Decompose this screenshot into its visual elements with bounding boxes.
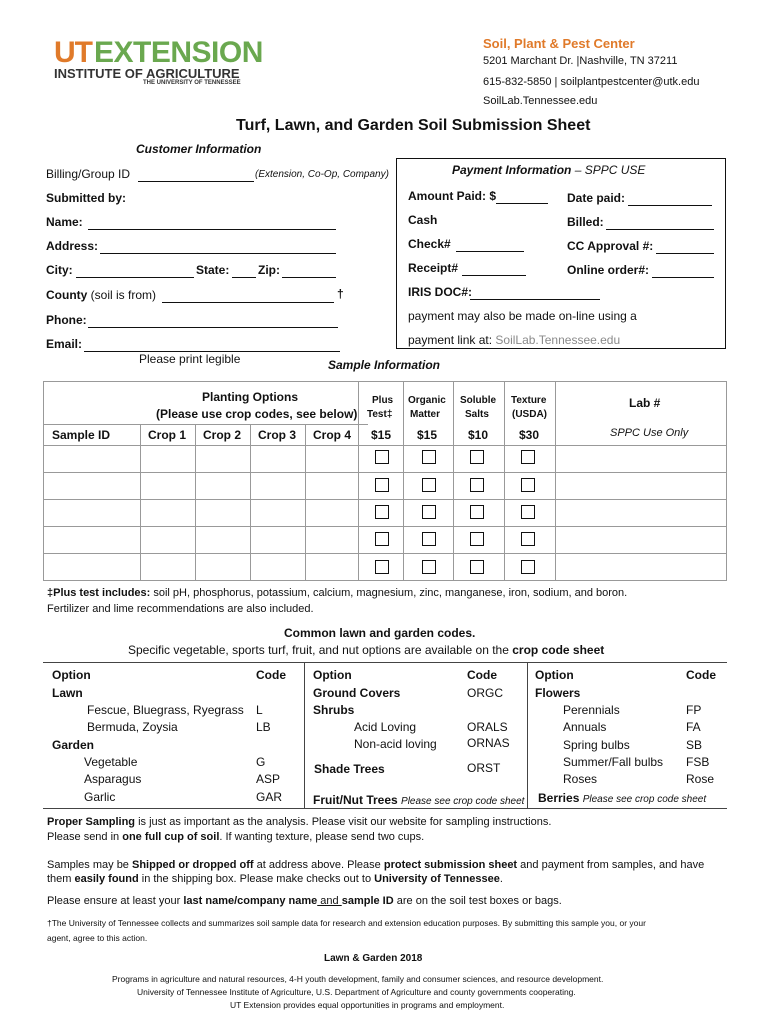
city-field[interactable] <box>76 276 194 278</box>
footer-year: Lawn & Garden 2018 <box>324 953 423 964</box>
instr-2c: . If wanting texture, please send two cups. <box>219 831 425 843</box>
instructions-labeling <box>47 895 562 907</box>
billed-label: Billed: <box>567 215 604 229</box>
code-roses-label: Roses <box>563 772 598 786</box>
name-field[interactable] <box>88 228 336 230</box>
code-vegetable-value: G <box>256 755 266 769</box>
code-shade-trees-value: ORST <box>467 761 501 775</box>
checkbox-soluble-row1[interactable] <box>470 450 484 464</box>
iris-doc-field[interactable] <box>470 298 600 300</box>
texture-header-2: (USDA) <box>512 409 547 420</box>
center-name: Soil, Plant & Pest Center <box>483 36 635 51</box>
price-organic: $15 <box>417 428 438 442</box>
plus-test-header-2: Test‡ <box>367 409 393 420</box>
col2-option-header: Option <box>313 668 352 682</box>
code-acid-loving-label: Acid Loving <box>354 720 417 734</box>
crop-3-header: Crop 3 <box>258 428 297 442</box>
county-hint: (soil is from) <box>90 288 157 302</box>
online-payment-note: payment may also be made on-line using a <box>408 309 637 323</box>
data-collection-note-2: agent, agree to this action. <box>47 933 148 943</box>
instr-4d: University of Tennessee <box>374 873 500 885</box>
amount-paid-field[interactable] <box>496 202 548 204</box>
county-row <box>46 288 156 302</box>
organic-matter-header-1: Organic <box>408 395 446 406</box>
col3-code-header: Code <box>686 668 716 682</box>
county-dagger: † <box>337 287 344 301</box>
plus-test-header-1: Plus <box>372 395 394 406</box>
code-berries-row <box>538 791 706 805</box>
price-soluble: $10 <box>468 428 489 442</box>
code-fruit-nut-note: Please see crop code sheet <box>401 796 525 807</box>
codes-subheading-text: Specific vegetable, sports turf, fruit, and nut options are available on the <box>128 643 513 657</box>
online-order-label: Online order#: <box>567 263 650 277</box>
billed-field[interactable] <box>606 228 714 230</box>
data-collection-note: †The University of Tennessee collects and summarizes soil sample data for research and extension education purposes. By submitting this sample you, or your <box>47 918 646 928</box>
instr-4a: them <box>47 873 75 885</box>
instr-5a: Please ensure at least your <box>47 895 184 907</box>
instr-4b: easily found <box>74 873 139 885</box>
instr-2b: one full cup of soil <box>122 831 220 843</box>
payment-link-row <box>408 333 620 347</box>
code-bermuda-value: LB <box>256 720 271 734</box>
instr-3c: at address above. Please <box>253 859 384 871</box>
checkbox-texture-row5[interactable] <box>521 560 535 574</box>
checkbox-soluble-row5[interactable] <box>470 560 484 574</box>
instr-4c: in the shipping box. Please make checks out to <box>138 873 375 885</box>
logo-brand: EXTENSION <box>94 36 263 69</box>
center-website: SoilLab.Tennessee.edu <box>483 95 598 107</box>
instr-3d: protect submission sheet <box>383 859 518 871</box>
col2-code-header: Code <box>467 668 497 682</box>
code-nonacid-label: Non-acid loving <box>354 737 437 751</box>
col1-code-header: Code <box>256 668 286 682</box>
instr-2a: Please send in <box>47 831 123 843</box>
col1-option-header: Option <box>52 668 91 682</box>
billing-label: Billing/Group ID <box>46 167 131 181</box>
receipt-label: Receipt# <box>408 261 459 275</box>
organic-matter-header-2: Matter <box>410 409 441 420</box>
checkbox-plus-row2[interactable] <box>375 478 389 492</box>
phone-label: Phone: <box>46 313 87 327</box>
code-fescue-label: Fescue, Bluegrass, Ryegrass <box>87 703 244 717</box>
customer-heading: Customer Information <box>136 142 262 156</box>
payment-link-label: payment link at: <box>408 333 493 347</box>
planting-options-note: (Please use crop codes, see below) <box>156 407 358 421</box>
billing-hint: (Extension, Co-Op, Company) <box>255 169 389 180</box>
payment-link[interactable]: SoilLab.Tennessee.edu <box>495 333 621 347</box>
code-ground-covers-label: Ground Covers <box>313 686 401 700</box>
instructions-sampling <box>47 816 551 828</box>
state-label: State: <box>196 263 230 277</box>
instr-3a: Samples may be <box>47 859 132 871</box>
county-field[interactable] <box>162 301 334 303</box>
instructions-shipping <box>47 859 704 871</box>
page-title: Turf, Lawn, and Garden Soil Submission Sheet <box>236 117 591 134</box>
sppc-use-only: SPPC Use Only <box>610 427 689 439</box>
code-summer-bulbs-value: FSB <box>686 755 710 769</box>
checkbox-organic-row5[interactable] <box>422 560 436 574</box>
check-label: Check# <box>408 237 451 251</box>
plus-test-note-text: soil pH, phosphorus, potassium, calcium, magnesium, zinc, manganese, iron, sodium, and boron. <box>150 587 628 599</box>
code-garlic-value: GAR <box>256 790 283 804</box>
county-label: County <box>46 288 88 302</box>
submitted-by-label: Submitted by: <box>46 191 126 205</box>
instr-5d: sample ID <box>341 895 394 907</box>
zip-field[interactable] <box>282 276 336 278</box>
cc-approval-label: CC Approval #: <box>567 239 654 253</box>
sample-id-header: Sample ID <box>52 428 111 442</box>
code-bermuda-label: Bermuda, Zoysia <box>87 720 178 734</box>
crop-1-header: Crop 1 <box>148 428 187 442</box>
code-berries-note: Please see crop code sheet <box>582 794 707 805</box>
checkbox-texture-row1[interactable] <box>521 450 535 464</box>
billing-field[interactable] <box>138 180 254 182</box>
texture-header-1: Texture <box>511 395 547 406</box>
price-plus: $15 <box>371 428 392 442</box>
iris-doc-label: IRIS DOC#: <box>408 285 473 299</box>
footer-line-2: University of Tennessee Institute of Agriculture, U.S. Department of Agriculture and county governments cooperating. <box>137 987 576 997</box>
code-annuals-label: Annuals <box>563 720 607 734</box>
payment-heading-main: Payment Information <box>452 163 572 177</box>
code-acid-loving-value: ORALS <box>467 720 508 734</box>
col3-option-header: Option <box>535 668 574 682</box>
print-note: Please print legible <box>139 352 241 366</box>
code-nonacid-value: ORNAS <box>467 736 510 750</box>
code-shrubs-heading: Shrubs <box>313 703 355 717</box>
checkbox-plus-row3[interactable] <box>375 505 389 519</box>
code-annuals-value: FA <box>686 720 701 734</box>
receipt-field[interactable] <box>462 274 526 276</box>
payment-heading-suffix: – SPPC USE <box>574 163 646 177</box>
instr-5e: are on the soil test boxes or bags. <box>393 895 562 907</box>
payment-heading <box>452 163 645 177</box>
instr-1-bold: Proper Sampling <box>47 816 136 828</box>
code-asparagus-value: ASP <box>256 772 281 786</box>
code-garlic-label: Garlic <box>84 790 116 804</box>
checkbox-organic-row4[interactable] <box>422 532 436 546</box>
lab-number-header: Lab # <box>629 396 661 410</box>
code-perennials-value: FP <box>686 703 702 717</box>
checkbox-texture-row2[interactable] <box>521 478 535 492</box>
checkbox-plus-row4[interactable] <box>375 532 389 546</box>
logo-ut: UT <box>54 36 92 69</box>
code-fruit-nut-label: Fruit/Nut Trees <box>313 793 398 807</box>
sample-heading: Sample Information <box>328 358 441 372</box>
code-shade-trees-label: Shade Trees <box>314 762 385 776</box>
crop-2-header: Crop 2 <box>203 428 242 442</box>
checkbox-plus-row1[interactable] <box>375 450 389 464</box>
address-label: Address: <box>46 239 99 253</box>
center-address: 5201 Marchant Dr. |Nashville, TN 37211 <box>483 55 678 67</box>
soluble-salts-header-1: Soluble <box>460 395 497 406</box>
crop-code-sheet-link: crop code sheet <box>512 643 605 657</box>
code-spring-bulbs-value: SB <box>686 738 703 752</box>
codes-subheading <box>128 643 604 657</box>
code-berries-label: Berries <box>538 791 580 805</box>
plus-test-note-bold: ‡Plus test includes: <box>47 587 151 599</box>
checkbox-soluble-row3[interactable] <box>470 505 484 519</box>
checkbox-organic-row3[interactable] <box>422 505 436 519</box>
zip-label: Zip: <box>258 263 280 277</box>
instr-4e: . <box>499 873 503 885</box>
code-perennials-label: Perennials <box>563 703 620 717</box>
code-garden-heading: Garden <box>52 738 95 752</box>
instr-1-text: is just as important as the analysis. Please visit our website for sampling instructions. <box>135 816 552 828</box>
code-flowers-heading: Flowers <box>535 686 581 700</box>
plus-test-note-line2: Fertilizer and lime recommendations are also included. <box>47 603 314 615</box>
code-summer-bulbs-label: Summer/Fall bulbs <box>563 755 664 769</box>
phone-field[interactable] <box>88 326 338 328</box>
code-fescue-value: L <box>256 703 263 717</box>
instr-5c: and <box>317 895 342 907</box>
email-label: Email: <box>46 337 83 351</box>
checkbox-texture-row4[interactable] <box>521 532 535 546</box>
instr-5b: last name/company name <box>183 895 318 907</box>
checkbox-organic-row2[interactable] <box>422 478 436 492</box>
online-order-field[interactable] <box>652 276 714 278</box>
planting-options-heading: Planting Options <box>202 390 298 404</box>
check-field[interactable] <box>456 250 524 252</box>
code-roses-value: Rose <box>686 772 715 786</box>
code-asparagus-label: Asparagus <box>84 772 142 786</box>
checkbox-soluble-row2[interactable] <box>470 478 484 492</box>
checkbox-plus-row5[interactable] <box>375 560 389 574</box>
footer-line-3: UT Extension provides equal opportunities in programs and employment. <box>230 1000 505 1010</box>
name-label: Name: <box>46 215 83 229</box>
soluble-salts-header-2: Salts <box>465 409 489 420</box>
code-lawn-heading: Lawn <box>52 686 83 700</box>
code-ground-covers-value: ORGC <box>467 686 503 700</box>
logo-line2: THE UNIVERSITY OF TENNESSEE <box>143 80 241 86</box>
city-label: City: <box>46 263 73 277</box>
state-field[interactable] <box>232 276 256 278</box>
logo-line1: INSTITUTE OF AGRICULTURE <box>54 66 240 81</box>
checkbox-organic-row1[interactable] <box>422 450 436 464</box>
crop-4-header: Crop 4 <box>313 428 352 442</box>
cc-approval-field[interactable] <box>656 252 714 254</box>
address-field[interactable] <box>100 252 336 254</box>
instr-3b: Shipped or dropped off <box>131 859 254 871</box>
codes-heading: Common lawn and garden codes. <box>284 626 476 640</box>
instructions-checks <box>47 873 503 885</box>
checkbox-texture-row3[interactable] <box>521 505 535 519</box>
checkbox-soluble-row4[interactable] <box>470 532 484 546</box>
cash-label: Cash <box>408 213 438 227</box>
code-vegetable-label: Vegetable <box>84 755 138 769</box>
code-fruit-nut-row <box>313 793 524 807</box>
price-texture: $30 <box>519 428 540 442</box>
amount-paid-label: Amount Paid: $ <box>408 189 497 203</box>
footer-line-1: Programs in agriculture and natural resources, 4-H youth development, family and consumer sciences, and resource development. <box>112 974 604 984</box>
date-paid-label: Date paid: <box>567 191 626 205</box>
instructions-cup <box>47 831 424 843</box>
instr-3e: and payment from samples, and have <box>517 859 705 871</box>
code-spring-bulbs-label: Spring bulbs <box>563 738 630 752</box>
date-paid-field[interactable] <box>628 204 712 206</box>
plus-test-note <box>47 587 627 599</box>
center-phone-email: 615-832-5850 | soilplantpestcenter@utk.edu <box>483 76 700 88</box>
